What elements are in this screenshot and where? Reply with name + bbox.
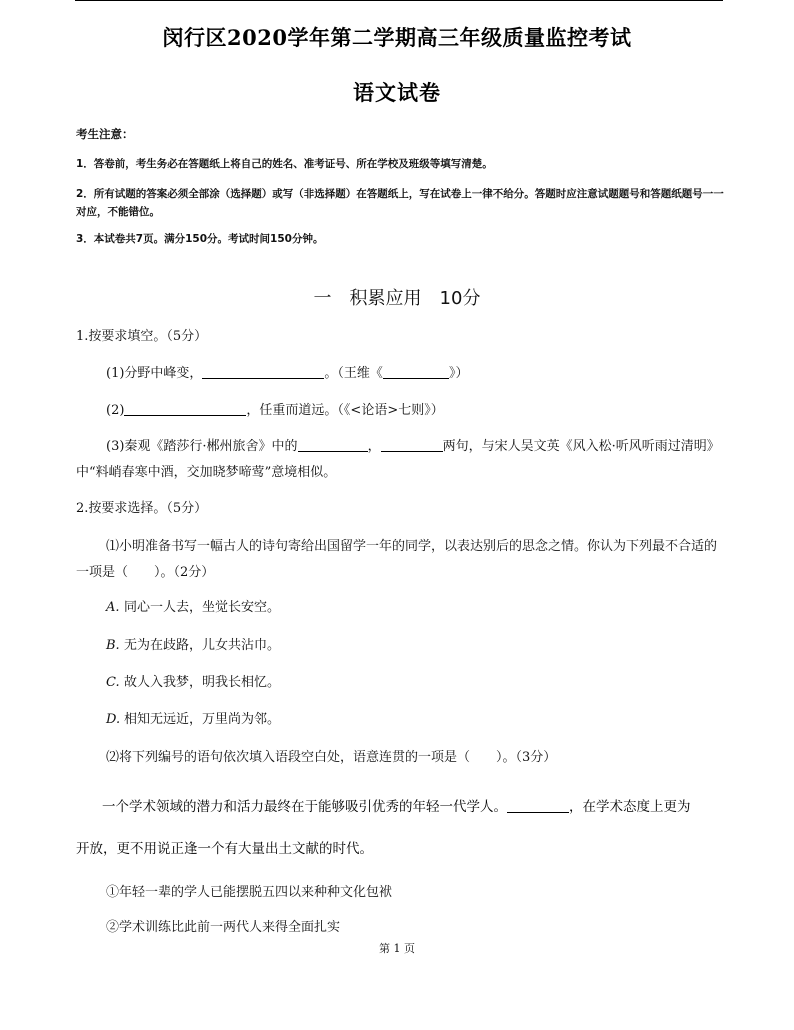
sentence-item-1: ①年轻一辈的学人已能摆脱五四以来种种文化包袱 [106, 885, 393, 900]
notice-item: 3．本试卷共7页。满分150分。考试时间150分钟。 [76, 233, 324, 245]
page-title: 闵行区2020学年第二学期高三年级质量监控考试 [162, 25, 632, 50]
option-text: 故人入我梦，明我长相忆。 [124, 675, 281, 690]
section-title: 一 积累应用 10分 [313, 288, 481, 309]
option-letter: D. [106, 712, 121, 727]
option-text: 相知无远近，万里尚为邻。 [124, 712, 281, 727]
reading-passage [76, 795, 726, 865]
option-text: 同心一人去，坐觉长安空。 [124, 600, 281, 615]
question-text: (1)分野中峰变， [106, 366, 203, 381]
question-text: (3)秦观《踏莎行·郴州旅舍》中的 [106, 439, 298, 454]
question-1-sub-2 [106, 401, 444, 421]
notice-item: 1．答卷前，考生务必在答题纸上将自己的姓名、准考证号、所在学校及班级等填写清楚。 [76, 158, 493, 170]
option-text: 无为在歧路，儿女共沾巾。 [124, 638, 281, 653]
option-letter: C. [106, 675, 120, 690]
answer-blank[interactable] [381, 437, 443, 452]
question-text: (2) [106, 403, 125, 418]
question-1-sub-3 [76, 434, 722, 486]
answer-blank[interactable] [507, 798, 569, 813]
notice-heading: 考生注意： [76, 127, 134, 141]
question-1-stem: 1.按要求填空。（5分） [76, 329, 208, 344]
answer-blank[interactable] [202, 364, 324, 379]
top-rule [75, 0, 723, 1]
option-letter: B. [106, 638, 120, 653]
passage-line-1 [102, 795, 691, 815]
question-text: 两句，与宋人吴文英《风入松·听风听雨过清明》中“料峭春寒中酒，交加晓梦啼莺”意境相似。 [76, 439, 720, 480]
answer-blank[interactable] [383, 364, 449, 379]
question-2-sub-2: ⑵将下列编号的语句依次填入语段空白处，语意连贯的一项是（ ）。（3分） [106, 750, 557, 765]
passage-text: 一个学术领域的潜力和活力最终在于能够吸引优秀的年轻一代学人。 [102, 799, 507, 815]
option-b[interactable] [106, 636, 280, 656]
passage-line-2: 开放，更不用说正逢一个有大量出土文献的时代。 [76, 841, 373, 857]
answer-blank[interactable] [298, 437, 368, 452]
sentence-item-2: ②学术训练比此前一两代人来得全面扎实 [106, 920, 341, 935]
question-text: ，任重而道远。（《<论语>七则》） [246, 403, 444, 418]
passage-text: ，在学术态度上更为 [569, 799, 691, 815]
option-d[interactable] [106, 710, 280, 730]
option-c[interactable] [106, 673, 280, 693]
page-subtitle: 语文试卷 [353, 80, 441, 105]
notice-item: 2．所有试题的答案必须全部涂（选择题）或写（非选择题）在答题纸上，写在试卷上一律不给分。答题时应注意试题题号和答题纸题号一一对应，不能错位。 [76, 188, 724, 218]
question-text: 》） [448, 366, 469, 381]
option-a[interactable] [106, 598, 280, 618]
question-2-stem: 2.按要求选择。（5分） [76, 501, 208, 516]
option-letter: A. [106, 600, 120, 615]
question-text: ， [367, 439, 381, 454]
question-1-sub-1 [106, 364, 468, 384]
answer-blank[interactable] [124, 401, 246, 416]
question-2-sub-1: ⑴小明准备书写一幅古人的诗句寄给出国留学一年的同学，以表达别后的思念之情。你认为下列最不合适的一项是（ ）。（2分） [76, 539, 718, 580]
page-number: 第 1 页 [379, 942, 415, 955]
question-text: 。（王维《 [324, 366, 383, 381]
